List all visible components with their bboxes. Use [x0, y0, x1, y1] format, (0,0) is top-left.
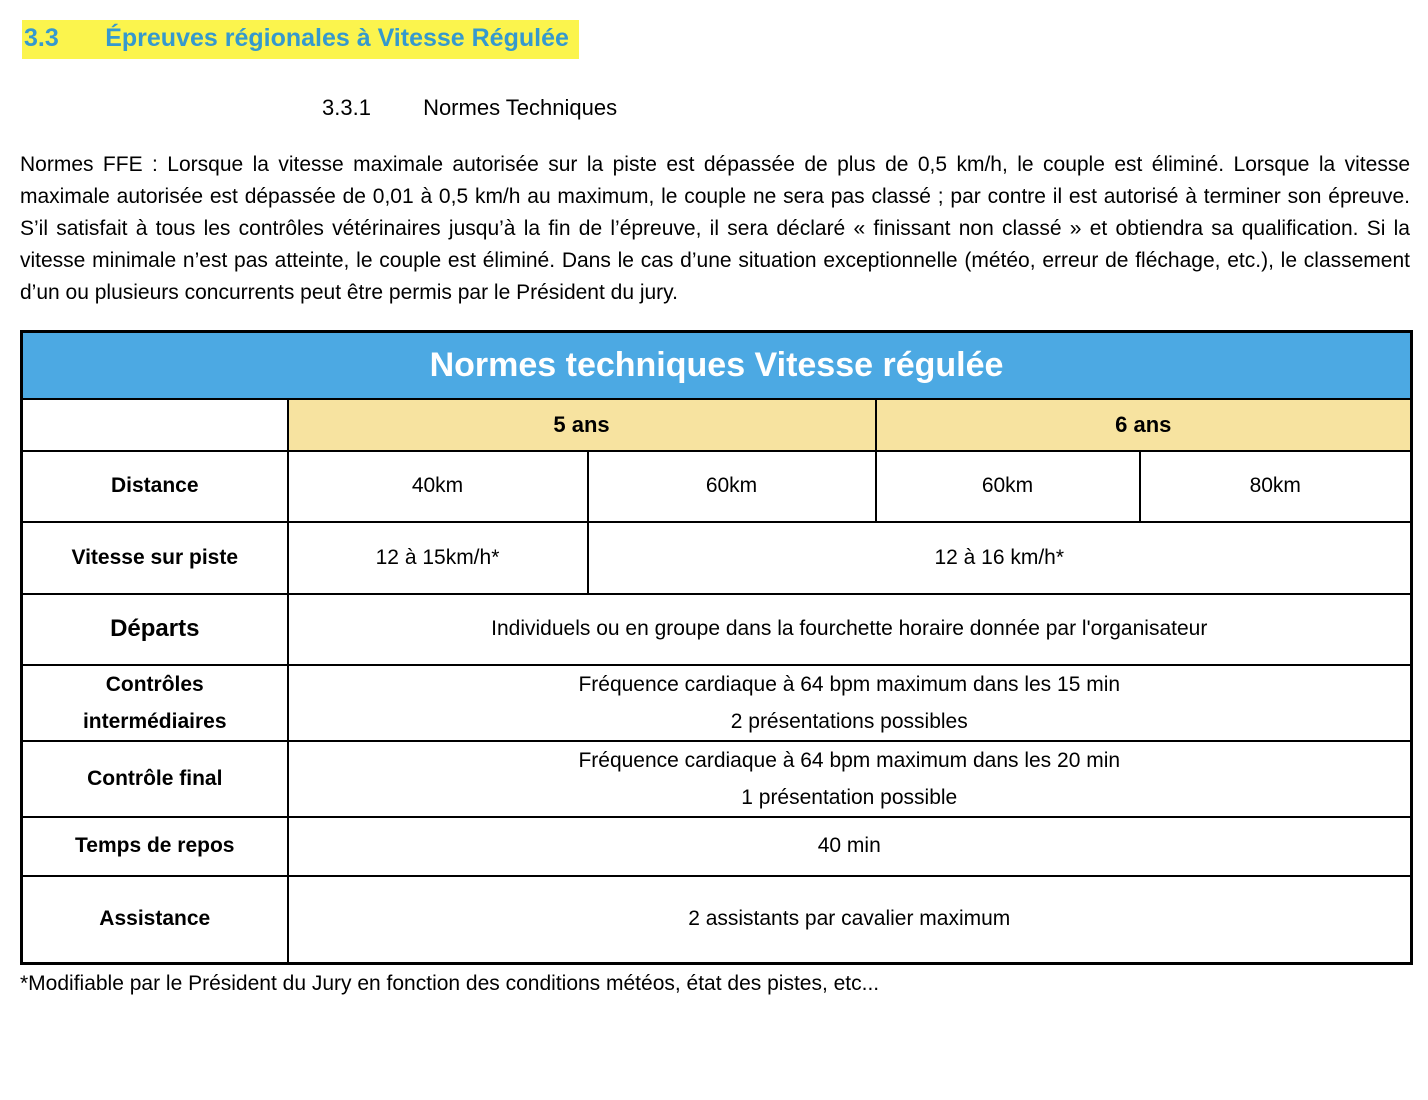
distance-value-3: 60km [876, 451, 1140, 522]
distance-value-4: 80km [1140, 451, 1412, 522]
temps-repos-value: 40 min [288, 817, 1412, 876]
table-footnote: *Modifiable par le Président du Jury en fonction des conditions météos, état des pistes, etc... [20, 972, 880, 995]
table-row-departs [22, 594, 1412, 665]
table-row-controle-final [22, 741, 1412, 817]
label-line-1: Contrôles [105, 672, 204, 696]
section-number: 3.3 [24, 24, 59, 52]
distance-value-1: 40km [288, 451, 588, 522]
table-title-row [22, 332, 1412, 399]
distance-value-2: 60km [588, 451, 876, 522]
section-heading [22, 20, 1410, 59]
row-label-departs: Départs [22, 594, 288, 665]
table-row-distance [22, 451, 1412, 522]
assistance-value: 2 assistants par cavalier maximum [288, 876, 1412, 964]
empty-corner-cell [22, 399, 288, 451]
age-header-row [22, 399, 1412, 451]
normes-techniques-table [20, 330, 1413, 965]
age-group-6ans: 6 ans [876, 399, 1412, 451]
vitesse-value-40km: 12 à 15km/h* [288, 522, 588, 594]
subsection-title: Normes Techniques [423, 95, 618, 120]
table-row-controles-intermediaires [22, 665, 1412, 741]
section-title: Épreuves régionales à Vitesse Régulée [105, 24, 569, 52]
row-label-vitesse: Vitesse sur piste [22, 522, 288, 594]
controle-final-value [288, 741, 1412, 817]
controle-final-line-2: 1 présentation possible [741, 785, 958, 809]
table-row-vitesse [22, 522, 1412, 594]
controles-line-1: Fréquence cardiaque à 64 bpm maximum dans les 15 min [578, 672, 1121, 696]
subsection-heading [20, 95, 1410, 121]
subsection-number: 3.3.1 [322, 95, 371, 120]
label-line-2: intermédiaires [82, 709, 227, 733]
row-label-distance: Distance [22, 451, 288, 522]
row-label-temps-repos: Temps de repos [22, 817, 288, 876]
departs-value: Individuels ou en groupe dans la fourchette horaire donnée par l'organisateur [288, 594, 1412, 665]
controles-intermediaires-value [288, 665, 1412, 741]
table-row-temps-repos [22, 817, 1412, 876]
vitesse-value-other: 12 à 16 km/h* [588, 522, 1412, 594]
controles-line-2: 2 présentations possibles [730, 709, 968, 733]
table-title: Normes techniques Vitesse régulée [22, 332, 1412, 399]
table-row-assistance [22, 876, 1412, 964]
row-label-controle-final: Contrôle final [22, 741, 288, 817]
age-group-5ans: 5 ans [288, 399, 876, 451]
body-paragraph: Normes FFE : Lorsque la vitesse maximale autorisée sur la piste est dépassée de plus de 0,5 km/h, le couple est éliminé. Lorsque la vitesse maximale autorisée est dépassée de 0,01 à 0,5 km/h au maximum, le couple ne sera pas classé ; par contre il est autorisé à terminer son épreuve. S’il satisfait à tous les contrôles vétérinaires jusqu’à la fin de l’épreuve, il sera déclaré « finissant non classé » et obtiendra sa qualification. Si la vitesse minimale n’est pas atteinte, le couple est éliminé. Dans le cas d’une situation exceptionnelle (météo, erreur de fléchage, etc.), le classement d’un ou plusieurs concurrents peut être permis par le Président du jury. [20, 153, 1410, 304]
controle-final-line-1: Fréquence cardiaque à 64 bpm maximum dans les 20 min [578, 748, 1121, 772]
row-label-assistance: Assistance [22, 876, 288, 964]
yellow-highlight [22, 20, 579, 59]
row-label-controles-intermediaires [22, 665, 288, 741]
